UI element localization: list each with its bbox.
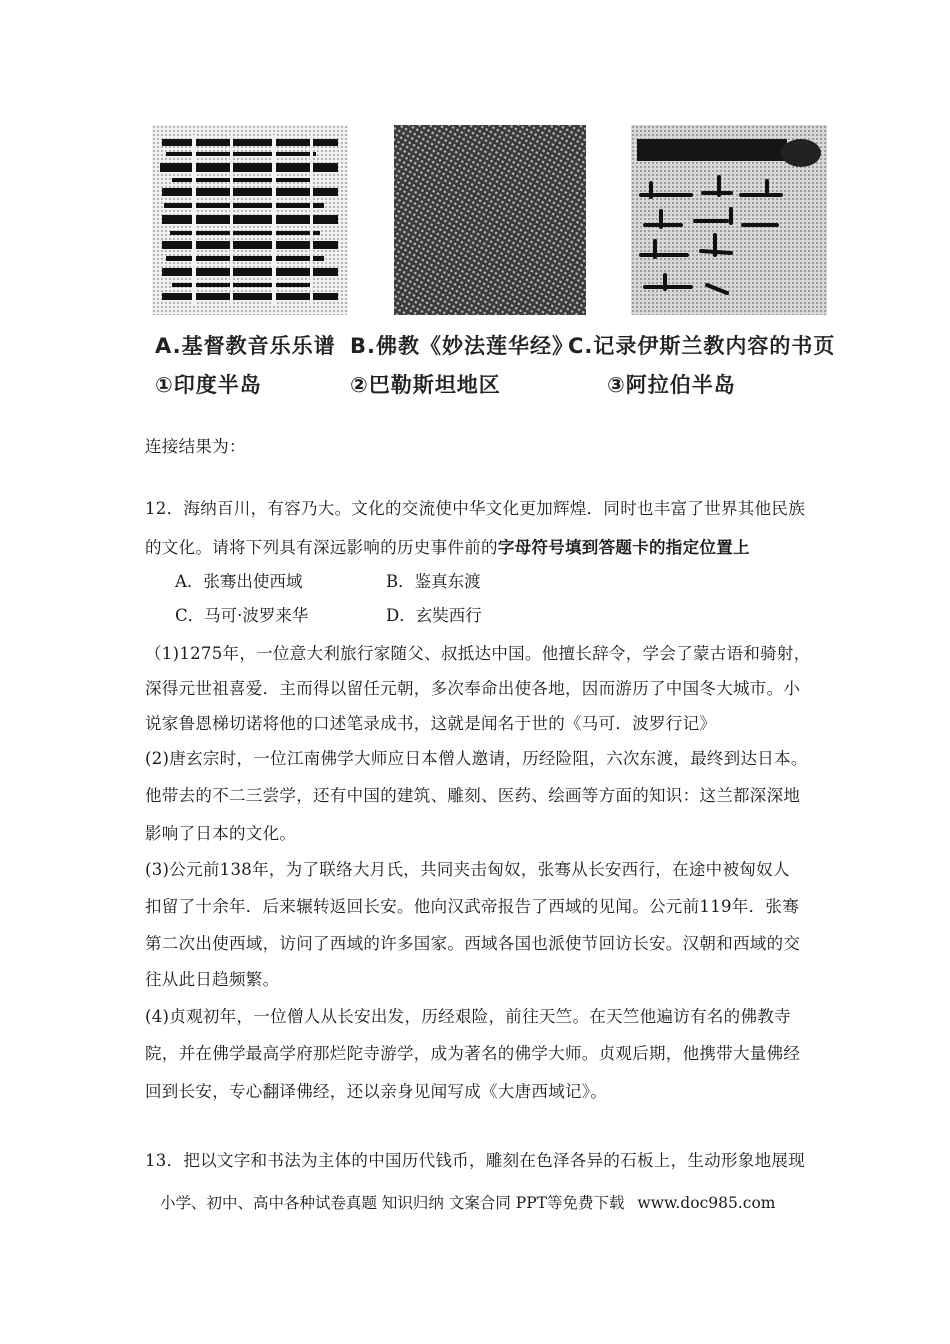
passage-3-line-3: 第二次出使西域，访问了西域的许多国家。西域各国也派使节回访长安。汉朝和西域的交 [145, 934, 801, 953]
buddhist-sutra-image [394, 125, 586, 315]
passage-4-line-3: 回到长安，专心翻译佛经，还以亲身见闻写成《大唐西域记》。 [145, 1082, 608, 1101]
islamic-manuscript-image [631, 125, 827, 315]
caption-a: A.基督教音乐乐谱 [155, 334, 336, 358]
q12-line-2 [145, 534, 750, 558]
passage-2-line-2: 他带去的不二三尝学，还有中国的建筑、雕刻、医药、绘画等方面的知识：这兰都深深地 [145, 786, 801, 805]
answer-prompt: 连接结果为： [145, 437, 246, 456]
q12-instruction-bold: 字母符号填到答题卡的指定位置上 [497, 538, 750, 557]
region-2: ②巴勒斯坦地区 [350, 373, 501, 397]
passage-3-line-2: 扣留了十余年．后来辗转返回长安。他向汉武帝报告了西域的见闻。公元前119年．张骞 [145, 897, 799, 916]
footer [160, 1191, 783, 1213]
q12-line-1: 12．海纳百川，有容乃大。文化的交流使中华文化更加辉煌．同时也丰富了世界其他民族 [145, 499, 805, 518]
passage-3-line-4: 往从此日趋频繁。 [145, 970, 280, 989]
footer-text: 小学、初中、高中各种试卷真题 知识归纳 文案合同 PPT等免费下载 [160, 1194, 625, 1212]
passage-4-line-1: (4)贞观初年，一位僧人从长安出发，历经艰险，前往天竺。在天竺他遍访有名的佛教寺 [145, 1007, 791, 1026]
passage-1-line-2: 深得元世祖喜爱．主而得以留任元朝，多次奉命出使各地，因而游历了中国冬大城市。小 [145, 679, 801, 698]
passage-2-line-3: 影响了日本的文化。 [145, 824, 297, 843]
music-score-image [152, 125, 348, 315]
option-d: D．玄奘西行 [386, 606, 482, 625]
caption-c: C.记录伊斯兰教内容的书页 [568, 334, 836, 358]
option-c: C．马可·波罗来华 [175, 606, 309, 625]
caption-b: B.佛教《妙法莲华经》 [350, 334, 574, 358]
passage-1-line-1: （1)1275年，一位意大利旅行家随父、叔抵达中国。他擅长辞令，学会了蒙古语和骑射， [145, 644, 811, 663]
footer-url[interactable]: www.doc985.com [637, 1194, 776, 1212]
region-1: ①印度半岛 [155, 373, 262, 397]
passage-3-line-1: (3)公元前138年，为了联络大月氏，共同夹击匈奴，张骞从长安西行，在途中被匈奴人 [145, 860, 790, 879]
option-b: B．鉴真东渡 [386, 572, 481, 591]
q13-line-1: 13．把以文字和书法为主体的中国历代钱币，雕刻在色泽各异的石板上，生动形象地展现 [145, 1151, 805, 1170]
q12-line-2-plain: 的文化。请将下列具有深远影响的历史事件前的 [145, 538, 498, 557]
passage-4-line-2: 院，并在佛学最高学府那烂陀寺游学，成为著名的佛学大师。贞观后期，他携带大量佛经 [145, 1044, 801, 1063]
option-a: A．张骞出使西域 [175, 572, 303, 591]
passage-1-line-3: 说家鲁恩梯切诺将他的口述笔录成书，这就是闻名于世的《马可．波罗行记》 [145, 714, 717, 733]
passage-2-line-1: (2)唐玄宗时，一位江南佛学大师应日本僧人邀请，历经险阻，六次东渡，最终到达日本。 [145, 749, 808, 768]
region-3: ③阿拉伯半岛 [607, 373, 736, 397]
